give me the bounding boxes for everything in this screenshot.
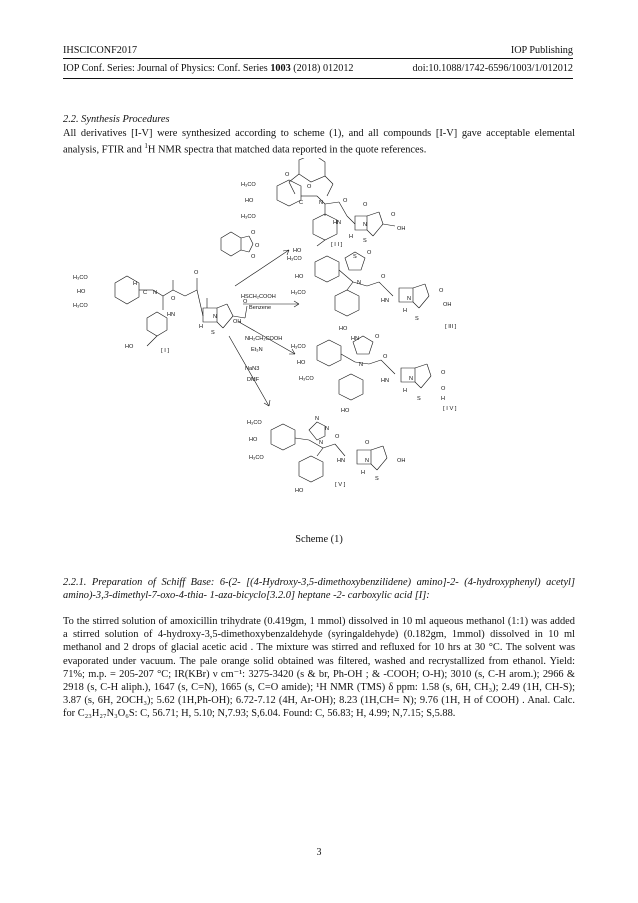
compound-iii-label: [ III ] [445,324,457,330]
iii-h3co-bottom: H₃CO [291,290,306,296]
page-number: 3 [316,847,322,858]
iv-o-ring: O [375,334,380,340]
i-h3co-bottom: H₃CO [73,303,88,309]
ii-o-acid: O [391,212,396,218]
iii-ho-phenol: HO [339,326,348,332]
header-rule [63,58,573,59]
scheme-caption: Scheme (1) [295,534,343,545]
iv-s: S [417,396,421,402]
i-s: S [211,330,215,336]
v-o-lactam: O [365,440,370,446]
i-ho: HO [77,289,86,295]
iii-h3co-top: H₃CO [287,256,302,262]
ii-o-lactam: O [363,202,368,208]
reaction-scheme [63,158,575,508]
compound-ii-label: [ I I ] [331,242,343,248]
i-h3co-top: H₃CO [73,275,88,281]
anhydride-o-2: O [255,243,260,249]
v-n: N [319,440,324,446]
scheme-drawing [63,158,575,508]
ii-h3co-top: H₃CO [241,182,256,188]
v-tetrazole-n2: N [325,426,330,432]
section-intro: All derivatives [I-V] were synthesized according to scheme (1), and all compounds [I-V] gave acceptable elemental analysis, FTIR and $^1$H NMR spectra that matched data reported in the quote references. [63,128,575,156]
conference-name: IHSCICONF2017 [63,45,138,56]
iii-o-amide: O [381,274,386,280]
iii-o-ring: O [367,250,372,256]
iv-hn: HN [381,378,390,384]
compound-iv-structure [317,336,431,400]
v-tetrazole-n1: N [315,416,320,422]
publisher-name: IOP Publishing [510,45,573,56]
compound-iii-structure [315,252,429,316]
reagent-dmf: DMF [247,377,260,383]
reagent-triethylamine: Et₃N [251,347,263,353]
iv-o-acid-2: O [441,386,446,392]
reagent-benzene: Benzene [249,305,272,311]
iv-hn-ring: HN [351,336,360,342]
i-o-lactam: O [194,270,199,276]
v-h: H [361,470,366,476]
iv-ho-phenol: HO [341,408,350,414]
ii-ho-phenol: HO [293,248,302,254]
i-h: H [133,281,138,287]
iii-s-thiazolidinone: S [353,254,357,260]
v-oh: OH [397,458,406,464]
iii-oh: OH [443,302,452,308]
iv-o-amide: O [383,354,388,360]
v-h3co-bottom: H₃CO [249,455,264,461]
iv-h-acid: H [441,396,446,402]
ii-n-ring: N [363,222,368,228]
procedure-paragraph: To the stirred solution of amoxicillin trihydrate (0.419gm, 1 mmol) dissolved in 10 ml aqueous methanol (1:1) was added a stirred solution of 4-hydroxy-3,5-dimethoxybenzaldehyde (syringaldehyde) (0.182gm, 1mmol) dissolved in 10 ml methanol and 2 drops of glacial acetic acid . The mixture was stirred and refluxed for 10 hrs at 30 °C. The solvent was evaporated under vacuum. The pale orange solid obtained was filtered, washed and recrystallized from ethanol. Yield: 71%; m.p. = 205-207 °C; IR(KBr) ν cm⁻¹: 3275-3420 (s & br, Ph-OH ; & -COOH; O-H); 3010 (s, C-H arom.); 2966 & 2918 (s, C-H aliph.), 1647 (s, C=N), 1665 (s, C=O amide); ¹H NMR (TMS) δ ppm: 1.58 (s, 6H, CH₃); 2.49 (1H, CH-S); 3.87 (s, 6H, 2OCH₃); 5.62 (1H,Ph-OH); 6.72-7.12 (4H, Ar-OH); 8.23 (1H,CH= N); 9.76 (1H, H of COOH) . Anal. Calc. for C₂₃H₂₇N₃O₆S: C, 56.71; H, 5.10; N,7.93; S,6.04. Found: C, 56.83; H, 4.99; N,7.15; S,5.88. [63,616,575,720]
iii-n-ring: N [407,296,412,302]
ii-s: S [363,238,367,244]
subsection-title: 2.2.1. Preparation of Schiff Base: 6-(2- [(4-Hydroxy-3,5-dimethoxybenzilidene) amino]-2- (4-hydroxyphenyl) acetyl] amino)-3,3-dimethyl-7-oxo-4-thia- 1-aza-bicyclo[3.2.0] heptane -2- carboxylic acid [I]: [63,577,575,602]
iv-n-ring: N [409,376,414,382]
i-ho-phenol: HO [125,344,134,350]
v-ho-phenol: HO [295,488,304,494]
ii-h3co-bottom: H₃CO [241,214,256,220]
ii-h: H [349,234,354,240]
anhydride-o-1: O [251,230,256,236]
reagent-sodium-azide: NaN3 [245,366,260,372]
ii-o-2: O [307,184,312,190]
ii-o-amide: O [343,198,348,204]
v-s: S [375,476,379,482]
i-n: N [153,290,158,296]
iii-h: H [403,308,408,314]
iii-o-acid: O [439,288,444,294]
i-c: C [143,290,148,296]
iii-n: N [357,280,362,286]
i-n-ring: N [213,314,218,320]
reagent-thioglycolic-acid: HSCH₂COOH [241,294,276,300]
v-o-amide: O [335,434,340,440]
compound-i-label: [ I ] [161,348,170,354]
iv-o-acid-1: O [441,370,446,376]
ii-o-1: O [285,172,290,178]
reagent-glycine: NH₂CH₂COOH [245,336,283,342]
compound-ii-structure [277,158,395,246]
iv-ho: HO [297,360,306,366]
series-citation: IOP Conf. Series: Journal of Physics: Conf. Series 1003 (2018) 012012 [63,63,354,74]
phthalic-anhydride-structure [221,232,253,256]
doi-text: doi:10.1088/1742-6596/1003/1/012012 [412,63,573,74]
ii-n: N [319,200,324,206]
section-title: 2.2. Synthesis Procedures [63,114,170,125]
i-o-amide: O [171,296,176,302]
iii-s: S [415,316,419,322]
i-hn: HN [167,312,176,318]
compound-v-label: [ V ] [335,482,346,488]
iii-hn: HN [381,298,390,304]
ii-c: C [299,200,304,206]
i-oh: OH [233,319,242,325]
iv-h3co-bottom: H₃CO [299,376,314,382]
v-ho: HO [249,437,258,443]
iv-h3co-top: H₃CO [291,344,306,350]
i-o-acid: O [243,299,248,305]
ii-ho: HO [245,198,254,204]
iv-n: N [359,362,364,368]
v-h3co-top: H₃CO [247,420,262,426]
v-hn: HN [337,458,346,464]
header-rule-bottom [63,78,573,79]
ii-oh: OH [397,226,406,232]
iv-h: H [403,388,408,394]
ii-hn: HN [333,220,342,226]
anhydride-o-3: O [251,254,256,260]
iii-ho: HO [295,274,304,280]
i-h-ring: H [199,324,204,330]
reaction-arrows [229,250,299,406]
v-n-ring: N [365,458,370,464]
compound-iv-label: [ I V ] [443,406,457,412]
